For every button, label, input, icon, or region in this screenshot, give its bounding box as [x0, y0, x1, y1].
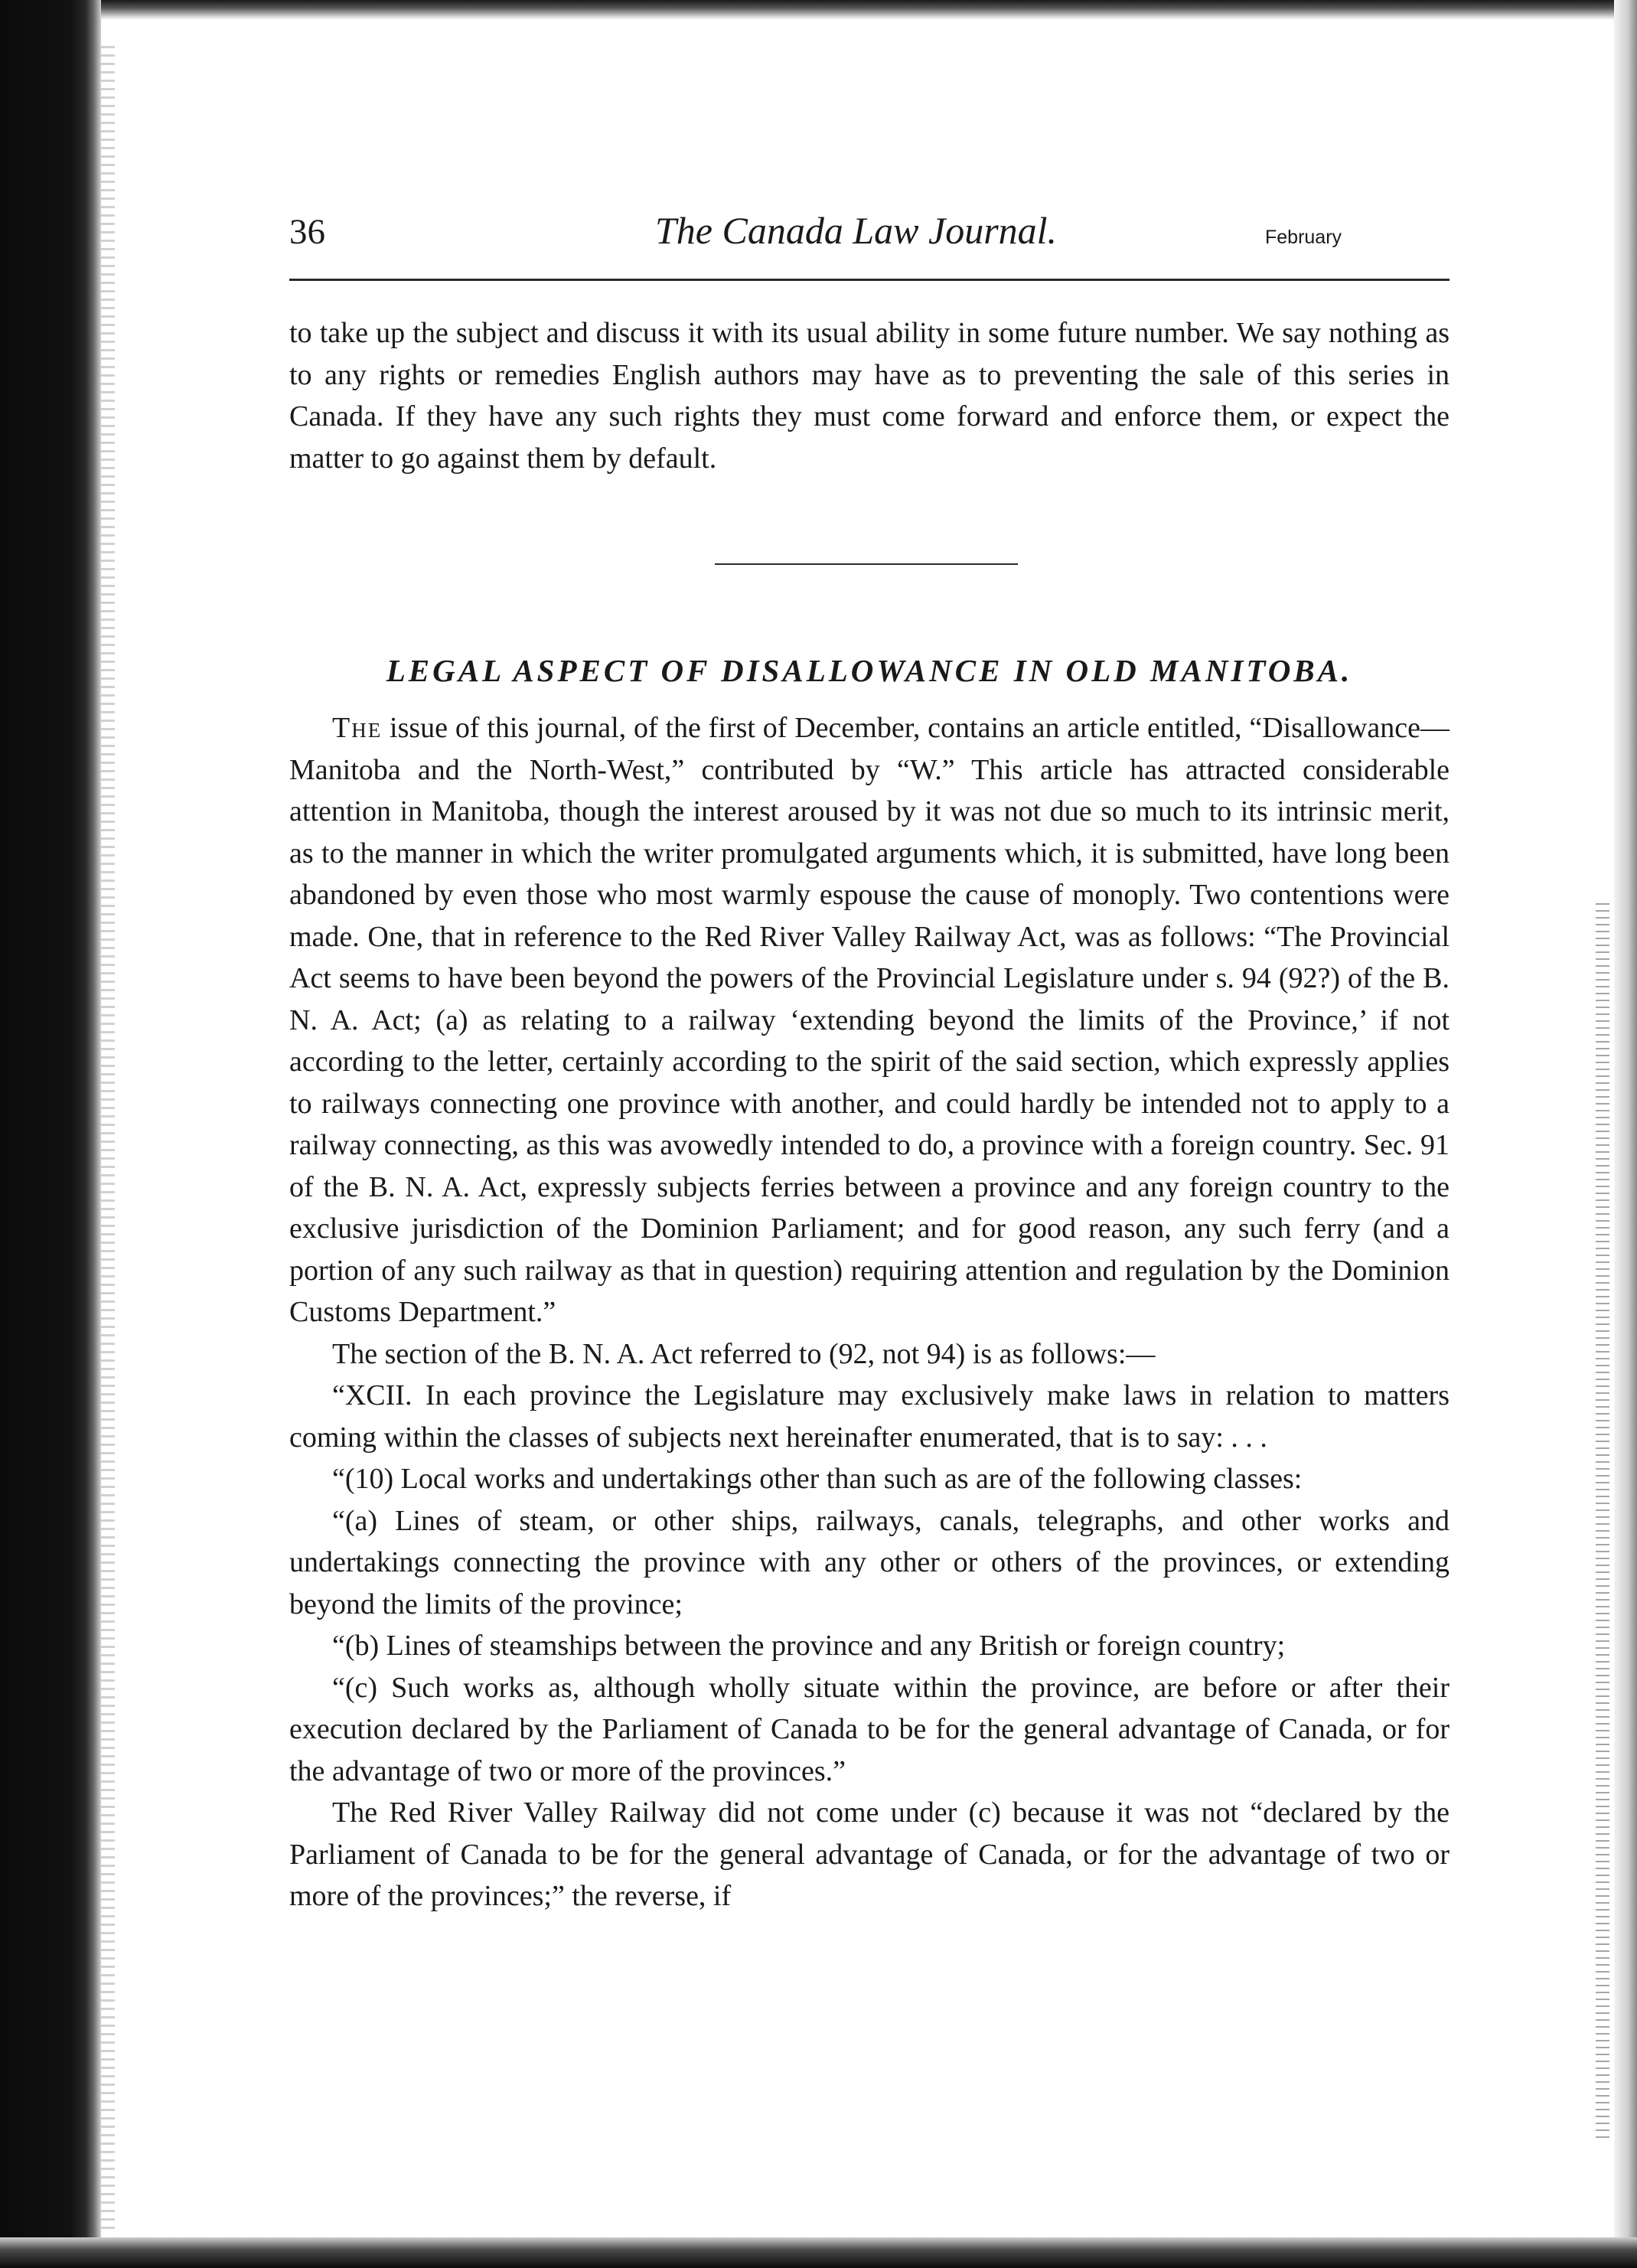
article-paragraph: “(c) Such works as, although wholly situate within the province, are before or after their execution declared by the Parliament of Canada to be for the general advantage of Canada, or for the advantage of two or more of the provinces.” [289, 1671, 1449, 1787]
article-paragraph: “(10) Local works and undertakings other than such as are of the following classes: [332, 1463, 1303, 1495]
issue-month: February [1265, 227, 1342, 248]
scan-edge-right [1614, 0, 1637, 2268]
scan-specks [1596, 903, 1609, 2143]
lead-word: The [332, 712, 383, 744]
article-paragraph: “XCII. In each province the Legislature may exclusively make laws in relation to matters coming within the classes of subjects next hereinafter enumerated, that is to say: . . . [289, 1379, 1449, 1454]
article-paragraph: “(b) Lines of steamships between the province and any British or foreign country; [332, 1630, 1286, 1662]
article-paragraph: The section of the B. N. A. Act referred to (92, not 94) is as follows:— [332, 1337, 1156, 1370]
paragraph-text: issue of this journal, of the first of December, contains an article entitled, “Disallowance—Manitoba and the North-West,” contributed by “W.” This article has attracted considerable attention in Manitoba, though the interest aroused by it was not due so much to its intrinsic merit, as to the manner in which the writer promulgated arguments which, it is submitted, have long been abandoned by even those who most warmly espouse the cause of monoply. Two contentions were made. One, that in reference to the Red River Valley Railway Act, was as follows: “The Provincial Act seems to have been beyond the powers of the Provincial Legislature under s. 94 (92?) of the B. N. A. Act; (a) as relating to a railway ‘extending beyond the limits of the Province,’ if not according to the letter, certainly according to the spirit of the said section, which expressly applies to railways connecting one province with another, and could hardly be intended not to apply to a railway connecting, as this was avowedly intended to do, a province with a foreign country. Sec. 91 of the B. N. A. Act, expressly subjects ferries between a province and any foreign country to the exclusive jurisdiction of the Dominion Parliament; and for good reason, any such ferry (and a portion of any such railway as that in question) requiring attention and regulation by the Dominion Customs Department.” [289, 712, 1449, 1328]
running-head [289, 201, 1449, 262]
journal-page [289, 201, 1449, 1912]
article-title: LEGAL ASPECT OF DISALLOWANCE IN OLD MANITOBA. [386, 653, 1353, 688]
article-paragraph [289, 707, 1449, 1333]
article-paragraph: The Red River Valley Railway did not come under (c) because it was not “declared by the Parliament of Canada to be for the general advantage of Canada, or for the advantage of two or more of the provinces;” the reverse, if [289, 1796, 1449, 1912]
header-rule [289, 279, 1449, 281]
page-number: 36 [289, 212, 325, 252]
scan-edge-top [101, 0, 1637, 20]
intro-paragraph: to take up the subject and discuss it with its usual ability in some future number. We say nothing as to any rights or remedies English authors may have as to preventing the sale of this series in Canada. If they have any such rights they must come forward and enforce them, or expect the matter to go against them by default. [289, 317, 1449, 475]
article-paragraph: “(a) Lines of steam, or other ships, railways, canals, telegraphs, and other works and undertakings connecting the province with any other or others of the provinces, or extending beyond the limits of the province; [289, 1504, 1449, 1620]
journal-title: The Canada Law Journal. [655, 209, 1058, 252]
section-separator [715, 563, 1018, 565]
article-body [289, 707, 1449, 1917]
scan-edge-bottom [0, 2237, 1637, 2268]
scan-edge-left [0, 0, 101, 2268]
